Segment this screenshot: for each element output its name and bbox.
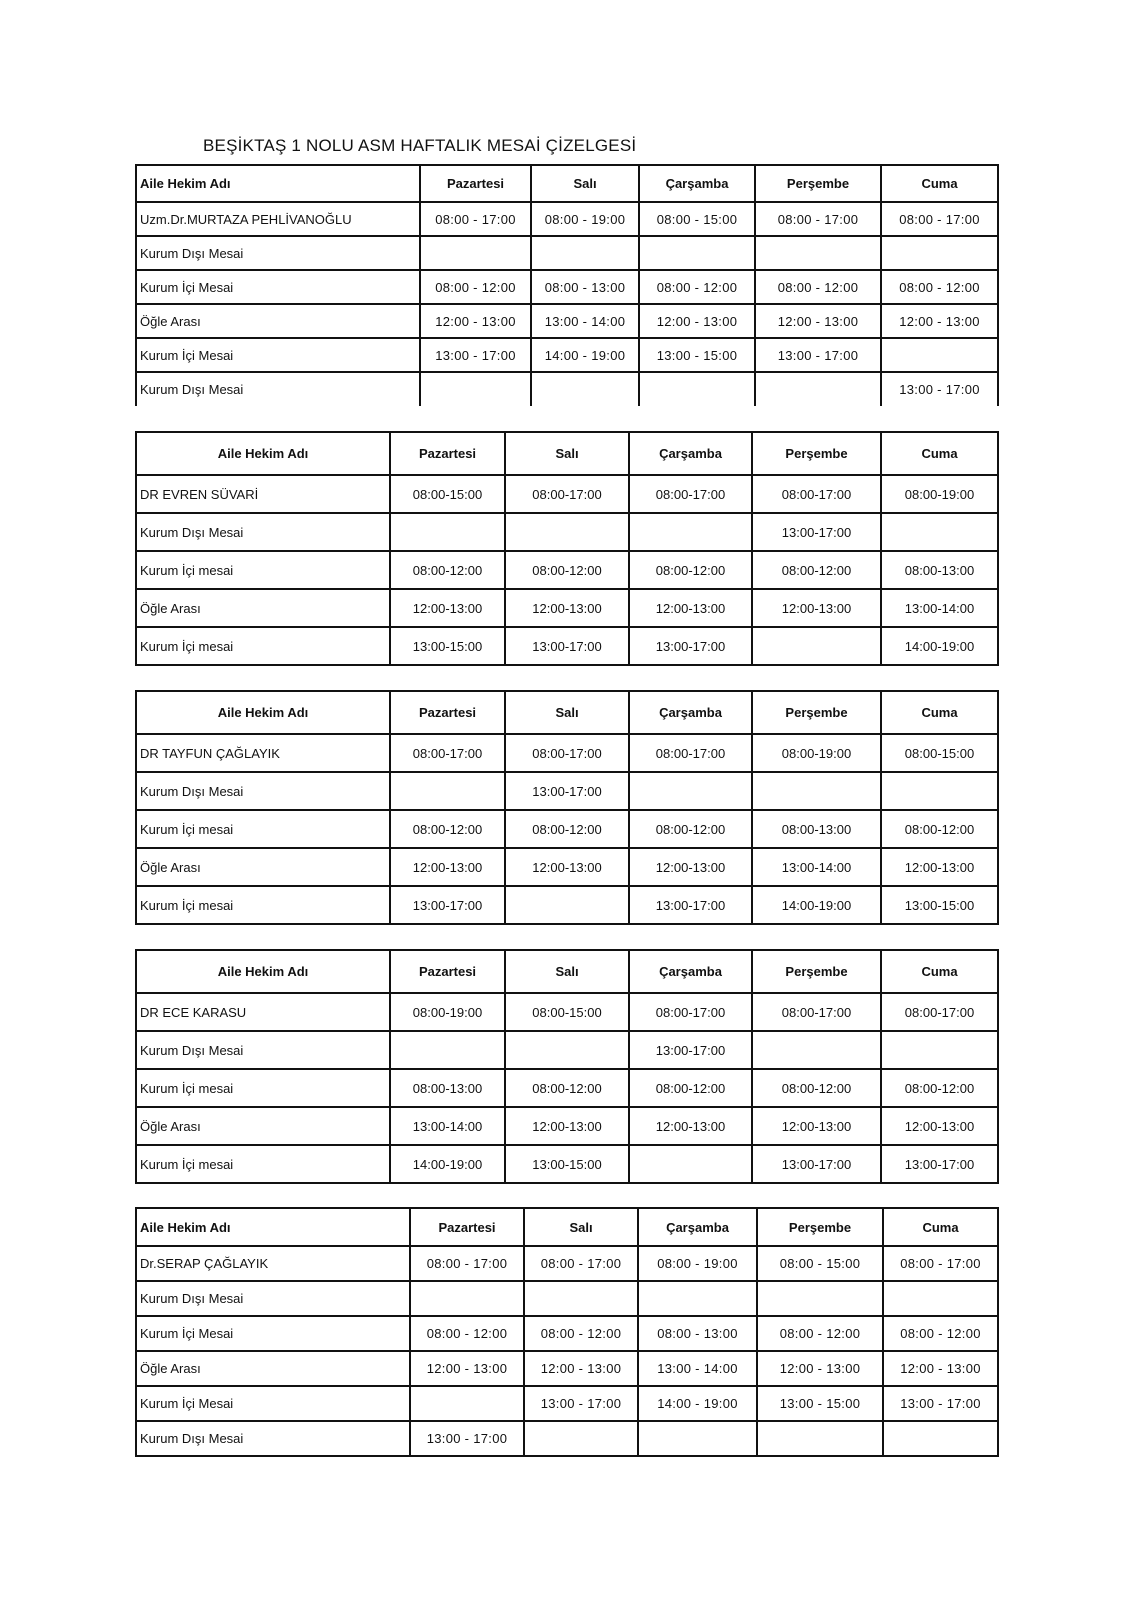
time-cell: 08:00 - 13:00 [531, 270, 639, 304]
time-cell [752, 1031, 881, 1069]
time-cell [629, 772, 752, 810]
row-label: Kurum İçi mesai [136, 886, 390, 924]
row-label: Kurum İçi Mesai [136, 338, 420, 372]
table-row [136, 513, 998, 551]
time-cell: 12:00-13:00 [752, 1107, 881, 1145]
time-cell: 12:00 - 13:00 [757, 1351, 883, 1386]
row-label: Kurum İçi mesai [136, 627, 390, 665]
table-row [136, 589, 998, 627]
time-cell [881, 513, 998, 551]
time-cell: 12:00-13:00 [629, 1107, 752, 1145]
time-cell: 13:00-15:00 [505, 1145, 629, 1183]
time-cell: 12:00-13:00 [390, 848, 505, 886]
table-row [136, 270, 998, 304]
day-header-thursday: Perşembe [755, 165, 881, 202]
time-cell: 08:00-17:00 [629, 993, 752, 1031]
row-label: Kurum Dışı Mesai [136, 372, 420, 406]
time-cell: 13:00-15:00 [390, 627, 505, 665]
row-label: Öğle Arası [136, 1351, 410, 1386]
table-row [136, 1351, 998, 1386]
time-cell: 13:00-17:00 [629, 886, 752, 924]
time-cell: 13:00-17:00 [629, 1031, 752, 1069]
name-column-header: Aile Hekim Adı [136, 691, 390, 734]
time-cell: 08:00-12:00 [752, 551, 881, 589]
time-cell [639, 236, 755, 270]
time-cell: 13:00 - 17:00 [524, 1386, 638, 1421]
time-cell: 08:00-15:00 [505, 993, 629, 1031]
day-header-friday: Cuma [881, 432, 998, 475]
time-cell: 08:00 - 12:00 [755, 270, 881, 304]
time-cell [883, 1281, 998, 1316]
time-cell: 08:00 - 12:00 [883, 1316, 998, 1351]
time-cell: 13:00-14:00 [390, 1107, 505, 1145]
time-cell [757, 1281, 883, 1316]
day-header-friday: Cuma [883, 1208, 998, 1246]
time-cell: 13:00-17:00 [881, 1145, 998, 1183]
time-cell [390, 513, 505, 551]
name-column-header: Aile Hekim Adı [136, 165, 420, 202]
time-cell: 13:00 - 14:00 [638, 1351, 757, 1386]
time-cell: 14:00-19:00 [390, 1145, 505, 1183]
time-cell [390, 1031, 505, 1069]
time-cell: 08:00-15:00 [390, 475, 505, 513]
time-cell: 08:00 - 17:00 [883, 1246, 998, 1281]
time-cell: 13:00-14:00 [752, 848, 881, 886]
time-cell: 08:00-19:00 [752, 734, 881, 772]
name-column-header: Aile Hekim Adı [136, 1208, 410, 1246]
row-label: Kurum İçi mesai [136, 551, 390, 589]
time-cell: 13:00 - 17:00 [755, 338, 881, 372]
time-cell: 12:00-13:00 [752, 589, 881, 627]
time-cell [881, 1031, 998, 1069]
time-cell: 08:00-17:00 [752, 993, 881, 1031]
time-cell: 13:00 - 17:00 [883, 1386, 998, 1421]
table-row [136, 475, 998, 513]
row-label: Öğle Arası [136, 589, 390, 627]
row-label: Kurum Dışı Mesai [136, 1281, 410, 1316]
table-row [136, 1246, 998, 1281]
time-cell: 08:00 - 12:00 [410, 1316, 524, 1351]
time-cell: 08:00 - 12:00 [757, 1316, 883, 1351]
row-label: Dr.SERAP ÇAĞLAYIK [136, 1246, 410, 1281]
time-cell: 12:00-13:00 [881, 848, 998, 886]
time-cell: 08:00 - 17:00 [410, 1246, 524, 1281]
day-header-thursday: Perşembe [757, 1208, 883, 1246]
time-cell [629, 513, 752, 551]
time-cell: 12:00 - 13:00 [883, 1351, 998, 1386]
time-cell: 14:00 - 19:00 [531, 338, 639, 372]
row-label: Öğle Arası [136, 1107, 390, 1145]
time-cell: 08:00-12:00 [390, 551, 505, 589]
row-label: DR EVREN SÜVARİ [136, 475, 390, 513]
time-cell: 08:00-12:00 [505, 810, 629, 848]
table-row [136, 1421, 998, 1456]
day-header-monday: Pazartesi [390, 691, 505, 734]
time-cell: 08:00-19:00 [881, 475, 998, 513]
row-label: Kurum İçi Mesai [136, 1386, 410, 1421]
time-cell: 08:00 - 12:00 [524, 1316, 638, 1351]
time-cell [531, 236, 639, 270]
schedule-table-4 [135, 949, 999, 1184]
time-cell: 12:00 - 13:00 [755, 304, 881, 338]
schedule-table-1 [135, 164, 999, 406]
time-cell: 13:00 - 14:00 [531, 304, 639, 338]
time-cell: 12:00-13:00 [881, 1107, 998, 1145]
row-label: Kurum İçi Mesai [136, 270, 420, 304]
table-row [136, 304, 998, 338]
table-row [136, 627, 998, 665]
time-cell [410, 1386, 524, 1421]
time-cell [505, 513, 629, 551]
time-cell: 08:00-17:00 [752, 475, 881, 513]
time-cell: 08:00 - 17:00 [524, 1246, 638, 1281]
time-cell: 13:00 - 17:00 [420, 338, 531, 372]
time-cell: 08:00-12:00 [390, 810, 505, 848]
row-label: Kurum İçi Mesai [136, 1316, 410, 1351]
time-cell: 13:00 - 15:00 [639, 338, 755, 372]
table-header-row [136, 1208, 998, 1246]
time-cell: 08:00 - 12:00 [420, 270, 531, 304]
day-header-wednesday: Çarşamba [629, 432, 752, 475]
time-cell: 12:00-13:00 [505, 589, 629, 627]
day-header-tuesday: Salı [531, 165, 639, 202]
table-row [136, 1145, 998, 1183]
time-cell: 08:00-13:00 [390, 1069, 505, 1107]
time-cell: 14:00-19:00 [752, 886, 881, 924]
time-cell [410, 1281, 524, 1316]
table-row [136, 551, 998, 589]
time-cell: 13:00-17:00 [752, 513, 881, 551]
row-label: Kurum Dışı Mesai [136, 1031, 390, 1069]
time-cell: 12:00-13:00 [629, 848, 752, 886]
table-row [136, 236, 998, 270]
time-cell: 12:00 - 13:00 [410, 1351, 524, 1386]
row-label: DR ECE KARASU [136, 993, 390, 1031]
row-label: Kurum Dışı Mesai [136, 513, 390, 551]
schedule-table-3 [135, 690, 999, 925]
day-header-wednesday: Çarşamba [629, 950, 752, 993]
time-cell: 13:00-14:00 [881, 589, 998, 627]
day-header-thursday: Perşembe [752, 432, 881, 475]
time-cell [757, 1421, 883, 1456]
time-cell: 08:00-12:00 [881, 810, 998, 848]
time-cell: 14:00 - 19:00 [638, 1386, 757, 1421]
day-header-thursday: Perşembe [752, 950, 881, 993]
time-cell [883, 1421, 998, 1456]
day-header-wednesday: Çarşamba [638, 1208, 757, 1246]
time-cell: 08:00-12:00 [505, 1069, 629, 1107]
table-row [136, 1316, 998, 1351]
table-row [136, 993, 998, 1031]
time-cell: 08:00 - 12:00 [881, 270, 998, 304]
name-column-header: Aile Hekim Adı [136, 432, 390, 475]
table-row [136, 1107, 998, 1145]
time-cell [420, 372, 531, 406]
table-row [136, 810, 998, 848]
day-header-friday: Cuma [881, 950, 998, 993]
time-cell [524, 1421, 638, 1456]
time-cell: 13:00-17:00 [505, 627, 629, 665]
time-cell: 12:00-13:00 [505, 1107, 629, 1145]
table-header-row [136, 432, 998, 475]
time-cell [390, 772, 505, 810]
time-cell: 13:00-17:00 [390, 886, 505, 924]
time-cell: 08:00-12:00 [629, 810, 752, 848]
time-cell: 08:00-12:00 [629, 1069, 752, 1107]
table-header-row [136, 691, 998, 734]
time-cell: 13:00-17:00 [629, 627, 752, 665]
day-header-wednesday: Çarşamba [639, 165, 755, 202]
time-cell: 08:00 - 19:00 [638, 1246, 757, 1281]
time-cell: 08:00 - 17:00 [755, 202, 881, 236]
day-header-thursday: Perşembe [752, 691, 881, 734]
time-cell: 13:00-17:00 [505, 772, 629, 810]
table-row [136, 372, 998, 406]
time-cell [629, 1145, 752, 1183]
time-cell: 13:00-17:00 [752, 1145, 881, 1183]
time-cell: 12:00 - 13:00 [420, 304, 531, 338]
time-cell: 13:00-15:00 [881, 886, 998, 924]
time-cell: 08:00-15:00 [881, 734, 998, 772]
day-header-tuesday: Salı [505, 691, 629, 734]
time-cell: 13:00 - 17:00 [881, 372, 998, 406]
row-label: Uzm.Dr.MURTAZA PEHLİVANOĞLU [136, 202, 420, 236]
day-header-tuesday: Salı [524, 1208, 638, 1246]
table-row [136, 734, 998, 772]
day-header-monday: Pazartesi [390, 950, 505, 993]
table-row [136, 1281, 998, 1316]
time-cell [881, 772, 998, 810]
row-label: Kurum Dışı Mesai [136, 772, 390, 810]
time-cell: 12:00 - 13:00 [881, 304, 998, 338]
day-header-monday: Pazartesi [410, 1208, 524, 1246]
time-cell: 08:00 - 12:00 [639, 270, 755, 304]
schedule-table-5 [135, 1207, 999, 1457]
time-cell: 08:00-13:00 [752, 810, 881, 848]
schedule-table-2 [135, 431, 999, 666]
day-header-wednesday: Çarşamba [629, 691, 752, 734]
time-cell: 08:00 - 19:00 [531, 202, 639, 236]
time-cell: 12:00 - 13:00 [639, 304, 755, 338]
day-header-monday: Pazartesi [390, 432, 505, 475]
day-header-tuesday: Salı [505, 432, 629, 475]
time-cell [881, 236, 998, 270]
table-row [136, 1386, 998, 1421]
name-column-header: Aile Hekim Adı [136, 950, 390, 993]
time-cell: 13:00 - 15:00 [757, 1386, 883, 1421]
time-cell: 08:00-17:00 [629, 734, 752, 772]
time-cell [524, 1281, 638, 1316]
time-cell: 12:00 - 13:00 [524, 1351, 638, 1386]
table-header-row [136, 950, 998, 993]
table-row [136, 848, 998, 886]
time-cell: 08:00 - 17:00 [881, 202, 998, 236]
time-cell: 08:00-12:00 [881, 1069, 998, 1107]
time-cell [881, 338, 998, 372]
time-cell: 13:00 - 17:00 [410, 1421, 524, 1456]
time-cell: 08:00-12:00 [752, 1069, 881, 1107]
time-cell: 08:00-17:00 [629, 475, 752, 513]
time-cell: 08:00 - 17:00 [420, 202, 531, 236]
row-label: Kurum İçi mesai [136, 810, 390, 848]
table-row [136, 886, 998, 924]
page-title: BEŞİKTAŞ 1 NOLU ASM HAFTALIK MESAİ ÇİZELGESİ [203, 136, 637, 155]
time-cell: 08:00 - 13:00 [638, 1316, 757, 1351]
time-cell: 08:00-12:00 [629, 551, 752, 589]
table-row [136, 1031, 998, 1069]
row-label: Kurum Dışı Mesai [136, 1421, 410, 1456]
time-cell: 08:00 - 15:00 [639, 202, 755, 236]
time-cell: 08:00-19:00 [390, 993, 505, 1031]
day-header-friday: Cuma [881, 165, 998, 202]
time-cell: 08:00-12:00 [505, 551, 629, 589]
row-label: Öğle Arası [136, 304, 420, 338]
time-cell [755, 236, 881, 270]
row-label: Kurum İçi mesai [136, 1069, 390, 1107]
time-cell [420, 236, 531, 270]
time-cell: 12:00-13:00 [390, 589, 505, 627]
time-cell [752, 772, 881, 810]
time-cell: 12:00-13:00 [629, 589, 752, 627]
time-cell [752, 627, 881, 665]
day-header-friday: Cuma [881, 691, 998, 734]
time-cell: 08:00-13:00 [881, 551, 998, 589]
time-cell: 08:00 - 15:00 [757, 1246, 883, 1281]
table-header-row [136, 165, 998, 202]
time-cell [755, 372, 881, 406]
row-label: Kurum Dışı Mesai [136, 236, 420, 270]
time-cell: 08:00-17:00 [505, 475, 629, 513]
row-label: Kurum İçi mesai [136, 1145, 390, 1183]
time-cell [638, 1281, 757, 1316]
table-row [136, 202, 998, 236]
table-row [136, 338, 998, 372]
day-header-monday: Pazartesi [420, 165, 531, 202]
time-cell [505, 1031, 629, 1069]
time-cell: 08:00-17:00 [390, 734, 505, 772]
time-cell: 12:00-13:00 [505, 848, 629, 886]
time-cell: 14:00-19:00 [881, 627, 998, 665]
time-cell [505, 886, 629, 924]
time-cell [638, 1421, 757, 1456]
time-cell [639, 372, 755, 406]
time-cell: 08:00-17:00 [505, 734, 629, 772]
table-row [136, 1069, 998, 1107]
row-label: DR TAYFUN ÇAĞLAYIK [136, 734, 390, 772]
time-cell: 08:00-17:00 [881, 993, 998, 1031]
time-cell [531, 372, 639, 406]
row-label: Öğle Arası [136, 848, 390, 886]
day-header-tuesday: Salı [505, 950, 629, 993]
table-row [136, 772, 998, 810]
